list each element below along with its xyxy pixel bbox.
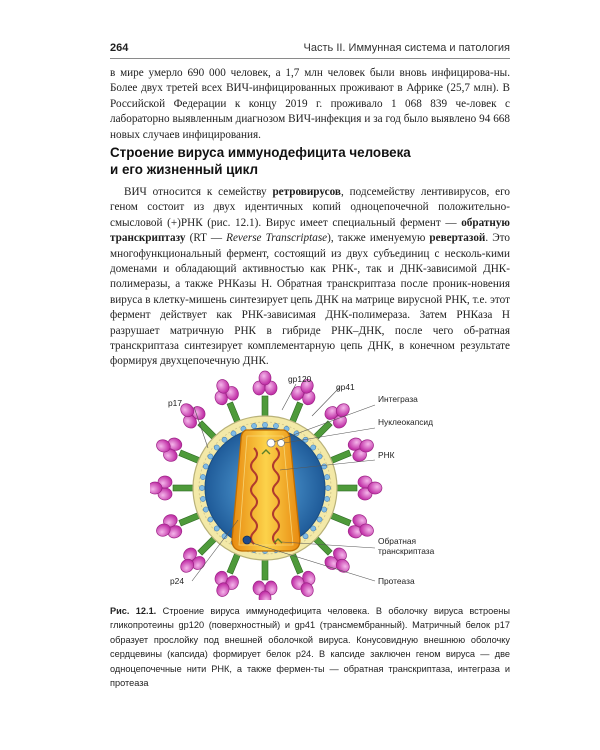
p2-text-4: ), также именуемую xyxy=(327,232,430,245)
p17-dot xyxy=(262,422,267,427)
p17-dot xyxy=(324,496,329,501)
p17-dot xyxy=(200,496,205,501)
p2-text-2: , подсемейству лентивирусов, его геном состоит из двух идентичных копий одноцепочечной положительно-смысловой (+)РНК (рис. 12.1). Вирус имеет специальный фермент — xyxy=(110,186,510,229)
p17-dot xyxy=(317,517,322,522)
term-reverse-transcriptase: обратную транскриптазу xyxy=(110,216,510,245)
term-revertase: ревертазой xyxy=(429,232,486,245)
label-p24: p24 xyxy=(170,576,184,586)
running-header xyxy=(110,40,510,59)
label-integrase: Интеграза xyxy=(378,394,418,404)
p17-dot xyxy=(273,423,278,428)
p17-dot xyxy=(203,507,208,512)
running-title: Часть II. Иммунная система и патология xyxy=(303,42,510,54)
label-gp120: gp120 xyxy=(288,374,312,384)
p17-dot xyxy=(208,517,213,522)
caption-text: Строение вируса иммунодефицита человека. В оболочку вируса встроены гликопротеины gp120 (поверхностный) и gp41 (трансмембранный). Матричный белок p17 образует прослойку под внешней оболочкой вируса. Конусовидную внешнюю оболочку сердцевины (капсида) формирует белок p24. В капсиде заключен геном вируса — две одноцепочечные нити РНК, а также фермен-ты — обратная транскриптаза, интеграза и протеаза xyxy=(110,606,510,689)
p17-dot xyxy=(322,464,327,469)
protease-molecule xyxy=(243,536,251,544)
label-gp41: gp41 xyxy=(336,382,355,392)
p2-text-3: (RT — xyxy=(185,232,227,245)
p17-dot xyxy=(311,526,316,531)
p2-text-5: . Это многофункциональный фермент, состоящий из двух субъединиц с несколь-кими доменами и обладающий активностью как РНК-, так и ДНК-зависимой ДНК-полимеразы, а также РНКазы Н. Обратная транскриптаза после проник-новения вируса в клетку-мишень синтезирует цепь ДНК на матрице вирусной РНК, т.е. этот фермент действует как РНК-зависимая ДНК-полимераза. Затем РНКаза Н разрушает матричную РНК в гибриде РНК–ДНК, после чего об-ратная транскриптаза синтезирует комплементарную цепь ДНК, в конечном результате формируя двухцепочечную ДНК. xyxy=(110,232,510,368)
p17-dot xyxy=(322,507,327,512)
spike xyxy=(333,476,382,500)
paragraph-hiv-structure xyxy=(110,185,510,370)
p17-dot xyxy=(199,485,204,490)
hiv-virion-diagram xyxy=(150,370,510,600)
section-title xyxy=(110,144,510,178)
p17-dot xyxy=(208,454,213,459)
p17-dot xyxy=(231,431,236,436)
label-protease: Протеаза xyxy=(378,576,415,586)
p2-text-1: ВИЧ относится к семейству xyxy=(124,186,273,198)
page-number: 264 xyxy=(110,42,129,54)
spike xyxy=(253,556,277,600)
gp120-knob xyxy=(150,482,162,494)
section-title-line-2: и его жизненный цикл xyxy=(110,162,259,177)
gp120-knob xyxy=(259,371,271,385)
p17-dot xyxy=(214,526,219,531)
p17-dot xyxy=(214,445,219,450)
paragraph-statistics: в мире умерло 690 000 человек, а 1,7 млн человек были вновь инфицирова-ны. Более двух третей всех ВИЧ-инфицированных проживают в Африке (25,7 млн). В Российской Федерации к концу 2019 г. проживало 1 068 839 че-ловек с лабораторно выявленным диагнозом ВИЧ-инфекция и за год было выявлено 94 668 новых случаев инфицирования. xyxy=(110,67,510,141)
p17-dot xyxy=(311,445,316,450)
p17-dot xyxy=(317,454,322,459)
hiv-structure-figure xyxy=(150,370,510,600)
label-rt-line-2: транскриптаза xyxy=(378,546,435,556)
p17-dot xyxy=(303,534,308,539)
term-retroviruses: ретровирусов xyxy=(272,186,341,198)
spike xyxy=(150,476,197,500)
label-rna: РНК xyxy=(378,450,395,460)
p17-dot xyxy=(222,437,227,442)
label-rt-line-1: Обратная xyxy=(378,536,417,546)
caption-label: Рис. 12.1. xyxy=(110,606,157,616)
p17-dot xyxy=(251,423,256,428)
figure-caption xyxy=(110,604,510,690)
gp120-knob xyxy=(368,482,382,494)
p17-dot xyxy=(200,474,205,479)
integrase-molecule xyxy=(267,439,275,447)
section-title-line-1: Строение вируса иммунодефицита человека xyxy=(110,145,411,160)
p17-dot xyxy=(203,464,208,469)
term-rt-english: Reverse Transcriptase xyxy=(226,232,328,245)
spike xyxy=(253,371,277,420)
label-nucleocapsid: Нуклеокапсид xyxy=(378,417,433,427)
p17-dot xyxy=(324,474,329,479)
p17-dot xyxy=(325,485,330,490)
label-p17: p17 xyxy=(168,398,182,408)
capsid-p24 xyxy=(232,430,300,551)
